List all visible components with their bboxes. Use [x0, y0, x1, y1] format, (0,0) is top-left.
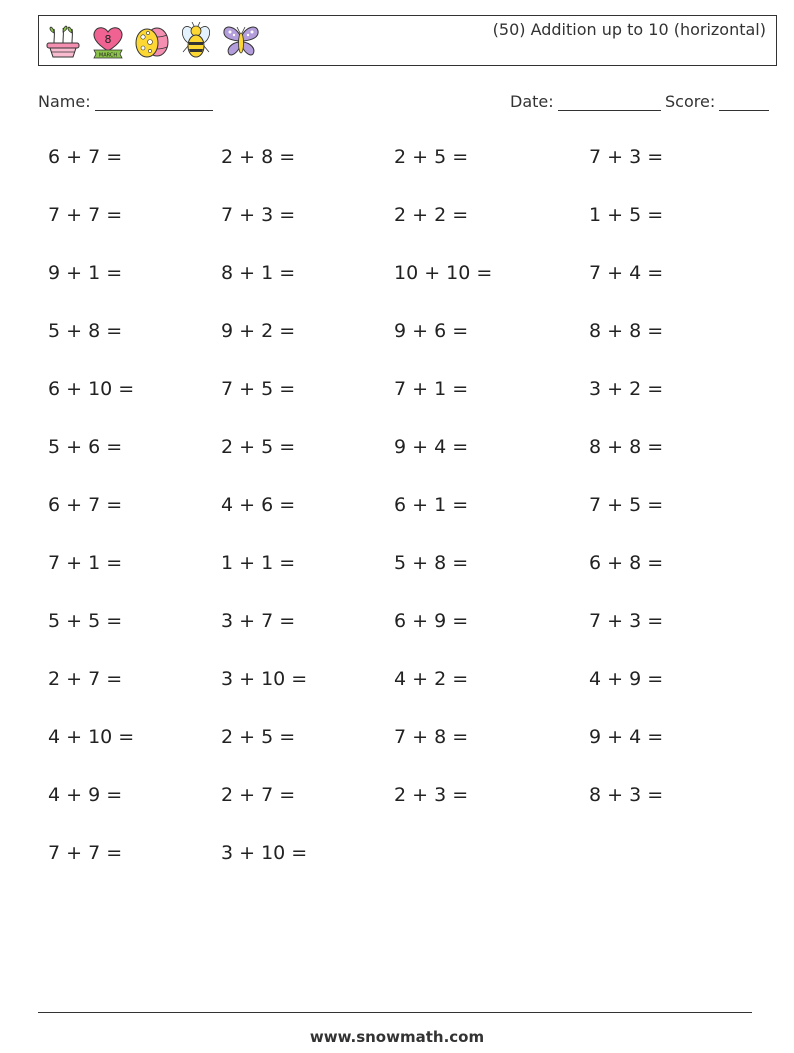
- problem-item: 9 + 6 =: [394, 320, 469, 342]
- problem-item: 7 + 3 =: [589, 610, 664, 632]
- problem-item: 3 + 2 =: [589, 378, 664, 400]
- heart-ribbon-label: MARCH: [98, 52, 118, 59]
- problem-item: 4 + 2 =: [394, 668, 469, 690]
- problem-item: 6 + 7 =: [48, 146, 123, 168]
- problem-item: 3 + 10 =: [221, 668, 308, 690]
- problem-item: 6 + 10 =: [48, 378, 135, 400]
- date-field: [510, 92, 661, 111]
- problem-item: 2 + 5 =: [221, 436, 296, 458]
- problem-item: 4 + 6 =: [221, 494, 296, 516]
- worksheet-title: (50) Addition up to 10 (horizontal): [492, 20, 766, 39]
- problem-item: 5 + 5 =: [48, 610, 123, 632]
- problem-item: 8 + 8 =: [589, 320, 664, 342]
- problem-grid: [48, 146, 748, 866]
- problem-item: 9 + 2 =: [221, 320, 296, 342]
- problem-item: 7 + 5 =: [221, 378, 296, 400]
- problem-item: 5 + 8 =: [48, 320, 123, 342]
- date-label: Date:: [510, 92, 554, 111]
- name-field: [38, 92, 213, 111]
- problem-item: 1 + 5 =: [589, 204, 664, 226]
- problem-item: 10 + 10 =: [394, 262, 493, 284]
- problem-item: 7 + 5 =: [589, 494, 664, 516]
- problem-item: 9 + 4 =: [589, 726, 664, 748]
- footer-divider: [38, 1012, 752, 1013]
- problem-item: 6 + 8 =: [589, 552, 664, 574]
- easter-egg-icon: [133, 23, 171, 59]
- problem-item: 6 + 1 =: [394, 494, 469, 516]
- score-blank[interactable]: [719, 94, 769, 111]
- worksheet-header: [38, 15, 777, 66]
- problem-item: 7 + 1 =: [394, 378, 469, 400]
- problem-item: 4 + 9 =: [48, 784, 123, 806]
- score-label: Score:: [665, 92, 716, 111]
- problem-item: 2 + 8 =: [221, 146, 296, 168]
- sprout-planter-icon: [43, 23, 83, 59]
- problem-item: 7 + 7 =: [48, 204, 123, 226]
- problem-item: 5 + 6 =: [48, 436, 123, 458]
- problem-item: 7 + 3 =: [221, 204, 296, 226]
- problem-item: 2 + 2 =: [394, 204, 469, 226]
- problem-item: 7 + 7 =: [48, 842, 123, 864]
- problem-item: 3 + 7 =: [221, 610, 296, 632]
- problem-item: 9 + 1 =: [48, 262, 123, 284]
- problem-item: 8 + 1 =: [221, 262, 296, 284]
- problem-item: 1 + 1 =: [221, 552, 296, 574]
- problem-item: 2 + 7 =: [48, 668, 123, 690]
- problem-item: 4 + 9 =: [589, 668, 664, 690]
- problem-item: 6 + 9 =: [394, 610, 469, 632]
- name-blank[interactable]: [95, 94, 213, 111]
- score-field: [665, 92, 769, 111]
- heart-march-8-icon: [89, 23, 127, 59]
- problem-item: 5 + 8 =: [394, 552, 469, 574]
- problem-item: 7 + 3 =: [589, 146, 664, 168]
- problem-item: 6 + 7 =: [48, 494, 123, 516]
- header-icons: [43, 22, 261, 60]
- date-blank[interactable]: [558, 94, 661, 111]
- problem-item: 7 + 8 =: [394, 726, 469, 748]
- bee-icon: [177, 22, 215, 60]
- problem-item: 2 + 3 =: [394, 784, 469, 806]
- heart-number: 8: [104, 33, 112, 46]
- butterfly-icon: [221, 23, 261, 59]
- problem-item: 7 + 1 =: [48, 552, 123, 574]
- problem-item: 3 + 10 =: [221, 842, 308, 864]
- problem-item: 2 + 7 =: [221, 784, 296, 806]
- name-label: Name:: [38, 92, 91, 111]
- problem-item: 2 + 5 =: [394, 146, 469, 168]
- problem-item: 2 + 5 =: [221, 726, 296, 748]
- problem-item: 9 + 4 =: [394, 436, 469, 458]
- problem-item: 4 + 10 =: [48, 726, 135, 748]
- problem-item: 8 + 3 =: [589, 784, 664, 806]
- footer-url: www.snowmath.com: [309, 1028, 485, 1046]
- problem-item: 8 + 8 =: [589, 436, 664, 458]
- problem-item: 7 + 4 =: [589, 262, 664, 284]
